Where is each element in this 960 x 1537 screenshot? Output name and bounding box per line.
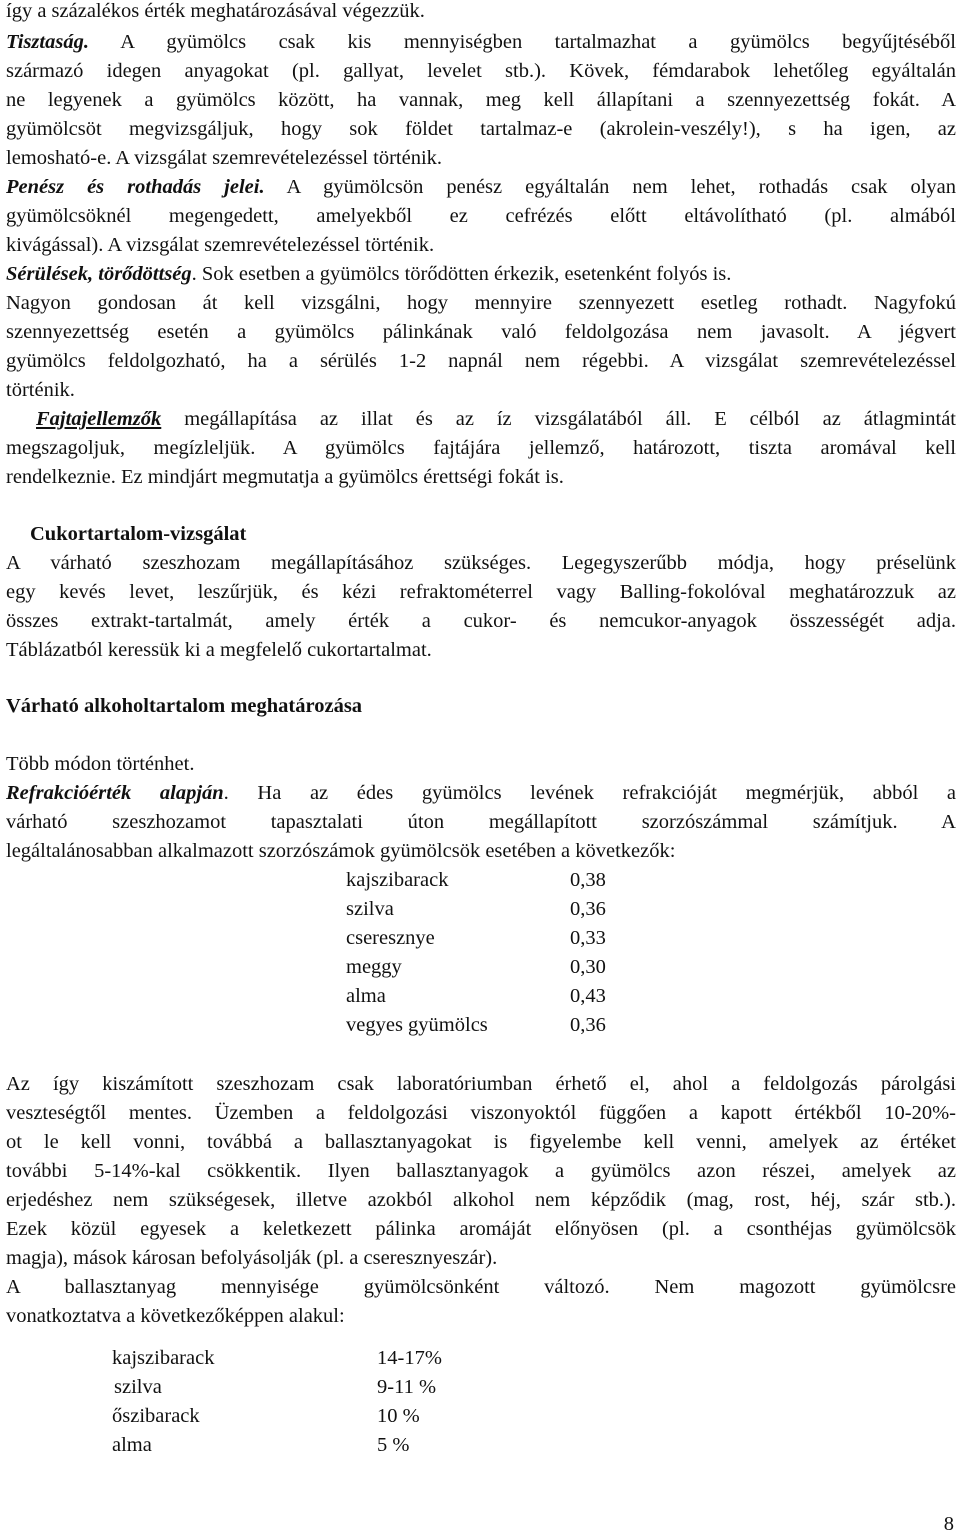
table-row: cseresznye 0,33 [346, 927, 606, 949]
cukor-line-3: összes extrakt-tartalmát, amely érték a cukor- és nemcukor-anyagok összességét adja. [6, 610, 956, 632]
szeszhozam-line-3: ot le kell vonni, továbbá a ballasztanyagokat is figyelembe kell venni, amelyek az értéket [6, 1131, 956, 1153]
szeszhozam-line-9: vonatkoztatva a következőképpen alakul: [6, 1305, 345, 1327]
alkohol-line-1: Több módon történhet. [6, 753, 195, 775]
penesz-line-1: Penész és rothadás jelei. A gyümölcsön penész egyáltalán nem lehet, rothadás csak olyan [6, 176, 957, 198]
szeszhozam-line-1: Az így kiszámított szeszhozam csak laboratóriumban érhető el, ahol a feldolgozás párolgási [6, 1073, 956, 1095]
tisztasag-line-3: ne legyenek a gyümölcs között, ha vannak, meg kell állapítani a szennyezettség fokát. A [6, 89, 956, 111]
page-number: 8 [943, 1513, 954, 1535]
fajta-line-1: Fajtajellemzők megállapítása az illat és az íz vizsgálatából áll. E célból az átlagmintát [36, 408, 956, 430]
table-row: alma 0,43 [346, 985, 606, 1007]
tisztasag-line-1: Tisztaság. A gyümölcs csak kis mennyiségben tartalmazhat a gyümölcs begyűjtéséből [6, 31, 956, 53]
tisztasag-label: Tisztaság. [6, 31, 89, 53]
serulesek-label: Sérülések, törődöttség [6, 263, 192, 285]
table-row: őszibarack 10 % [112, 1405, 420, 1427]
serulesek-line-3: szennyezettség esetén a gyümölcs pálinkának való feldolgozása nem javasolt. A jégvert [6, 321, 956, 343]
refr-label: Refrakcióérték alapján [6, 782, 224, 804]
table-row: kajszibarack 0,38 [346, 869, 606, 891]
penesz-label: Penész és rothadás jelei. [6, 176, 265, 198]
table-row: kajszibarack 14-17% [112, 1347, 442, 1369]
szeszhozam-line-6: Ezek közül egyesek a keletkezett pálinka aromáját előnyösen (pl. a csonthéjas gyümölcsök [6, 1218, 956, 1240]
alkohol-line-4: legáltalánosabban alkalmazott szorzószámok gyümölcsök esetében a következők: [6, 840, 676, 862]
szeszhozam-line-8: A ballasztanyag mennyisége gyümölcsönként változó. Nem magozott gyümölcsre [6, 1276, 956, 1298]
fajta-line-2: megszagoljuk, megízleljük. A gyümölcs fajtájára jellemző, határozott, tiszta aromával kell [6, 437, 956, 459]
cukor-line-1: A várható szeszhozam megállapításához szükséges. Legegyszerűbb módja, hogy préselünk [6, 552, 956, 574]
serulesek-line-5: történik. [6, 379, 75, 401]
intro-line: így a százalékos érték meghatározásával végezzük. [6, 0, 425, 22]
szeszhozam-line-5: erjedéshez nem szükségesek, illetve azokból alkohol nem képződik (mag, rost, héj, szár stb.). [6, 1189, 956, 1211]
table-row: vegyes gyümölcs 0,36 [346, 1014, 606, 1036]
szeszhozam-line-2: veszteségtől mentes. Üzemben a feldolgozási viszonyoktól függően a kapott értékből 10-20%- [6, 1102, 956, 1124]
table-row: szilva 9-11 % [114, 1376, 437, 1398]
cukor-heading: Cukortartalom-vizsgálat [30, 523, 247, 545]
szeszhozam-line-7: magja), mások károsan befolyásolják (pl. a cseresznyeszár). [6, 1247, 498, 1269]
serulesek-line-2: Nagyon gondosan át kell vizsgálni, hogy mennyire szennyezett esetleg rothadt. Nagyfokú [6, 292, 956, 314]
alkohol-heading: Várható alkoholtartalom meghatározása [6, 695, 363, 717]
fajta-line-3: rendelkeznie. Ez mindjárt megmutatja a gyümölcs érettségi fokát is. [6, 466, 564, 488]
alkohol-line-2: Refrakcióérték alapján. Ha az édes gyümölcs levének refrakcióját megmérjük, abból a [6, 782, 956, 804]
alkohol-line-3: várható szeszhozamot tapasztalati úton megállapított szorzószámmal számítjuk. A [6, 811, 956, 833]
serulesek-line-1: Sérülések, törődöttség. Sok esetben a gyümölcs törődötten érkezik, esetenként folyós is. [6, 263, 732, 285]
serulesek-line-4: gyümölcs feldolgozható, ha a sérülés 1-2 napnál nem régebbi. A vizsgálat szemrevételezéssel [6, 350, 956, 372]
penesz-line-2: gyümölcsöknél megengedett, amelyekből ez cefrézés előtt eltávolítható (pl. almából [6, 205, 956, 227]
tisztasag-line-5: lemosható-e. A vizsgálat szemrevételezéssel történik. [6, 147, 443, 169]
penesz-line-3: kivágással). A vizsgálat szemrevételezéssel történik. [6, 234, 435, 256]
table-row: alma 5 % [112, 1434, 410, 1456]
tisztasag-line-4: gyümölcsöt megvizsgáljuk, hogy sok földet tartalmaz-e (akrolein-veszély!), s ha igen, az [6, 118, 956, 140]
szeszhozam-line-4: további 5-14%-kal csökkentik. Ilyen ballasztanyagok a gyümölcs azon részei, amelyek az [6, 1160, 956, 1182]
fajta-label: Fajtajellemzők [36, 408, 162, 430]
tisztasag-line-2: származó idegen anyagokat (pl. gallyat, levelet stb.). Kövek, fémdarabok lehetőleg egyáltalán [6, 60, 956, 82]
table-row: meggy 0,30 [346, 956, 606, 978]
cukor-line-4: Táblázatból keressük ki a megfelelő cukortartalmat. [6, 639, 432, 661]
table-row: szilva 0,36 [346, 898, 606, 920]
cukor-line-2: egy kevés levet, leszűrjük, és kézi refraktométerrel vagy Balling-fokolóval meghatározzuk az [6, 581, 956, 603]
